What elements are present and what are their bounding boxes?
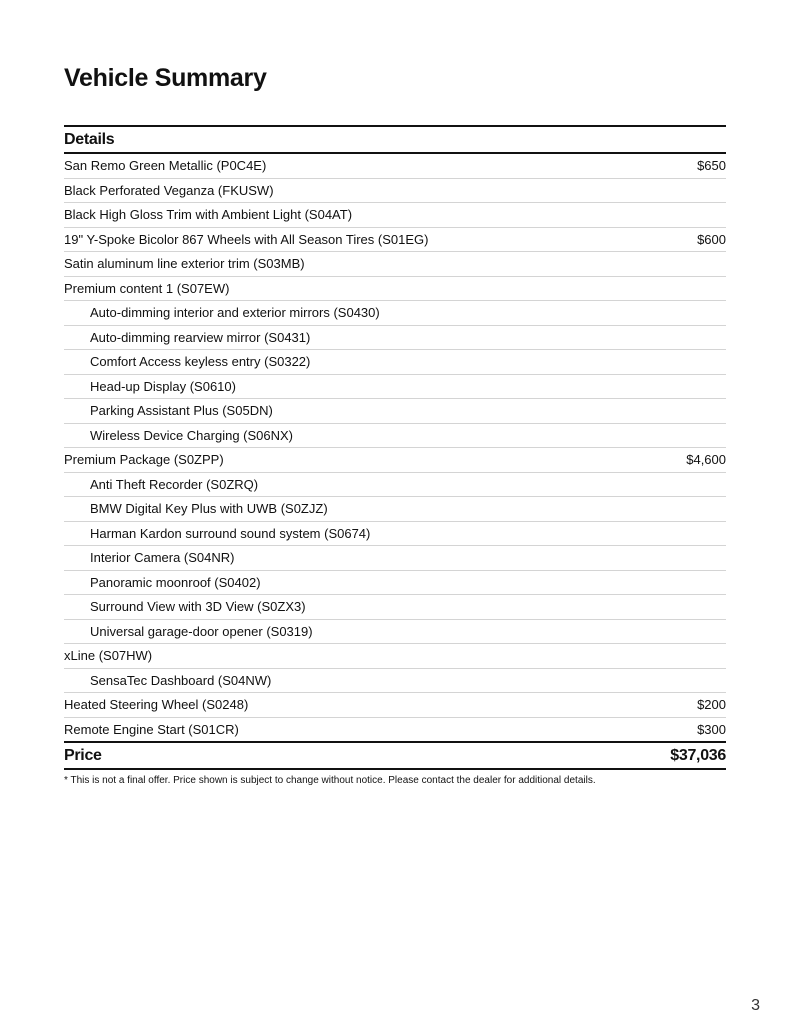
- detail-row: [64, 154, 726, 179]
- price-total: $37,036: [670, 746, 726, 764]
- detail-label: Anti Theft Recorder (S0ZRQ): [90, 476, 259, 492]
- page-number: 3: [751, 997, 760, 1014]
- detail-row: [64, 203, 726, 228]
- detail-row: [64, 693, 726, 718]
- detail-sub-row: [64, 424, 726, 449]
- detail-row: [64, 718, 726, 743]
- detail-row: [64, 448, 726, 473]
- detail-label: Surround View with 3D View (S0ZX3): [90, 599, 306, 615]
- price-row: [64, 741, 726, 770]
- detail-sub-row: [64, 571, 726, 596]
- detail-price: $600: [697, 231, 726, 247]
- detail-label: Interior Camera (S04NR): [90, 550, 235, 566]
- detail-label: 19" Y-Spoke Bicolor 867 Wheels with All Season Tires (S01EG): [64, 231, 429, 247]
- detail-label: Head-up Display (S0610): [90, 378, 236, 394]
- detail-sub-row: [64, 301, 726, 326]
- detail-label: Black High Gloss Trim with Ambient Light (S04AT): [64, 207, 353, 223]
- detail-label: Parking Assistant Plus (S05DN): [90, 403, 273, 419]
- details-header: Details: [64, 125, 726, 154]
- detail-label: Satin aluminum line exterior trim (S03MB): [64, 256, 305, 272]
- detail-sub-row: [64, 669, 726, 694]
- detail-label: BMW Digital Key Plus with UWB (S0ZJZ): [90, 501, 328, 517]
- detail-sub-row: [64, 497, 726, 522]
- detail-row: [64, 644, 726, 669]
- detail-label: Black Perforated Veganza (FKUSW): [64, 182, 274, 198]
- detail-label: Premium content 1 (S07EW): [64, 280, 230, 296]
- detail-label: Harman Kardon surround sound system (S0674): [90, 525, 371, 541]
- detail-sub-row: [64, 473, 726, 498]
- detail-label: Universal garage-door opener (S0319): [90, 623, 313, 639]
- detail-label: Remote Engine Start (S01CR): [64, 721, 239, 737]
- detail-label: Premium Package (S0ZPP): [64, 452, 224, 468]
- detail-sub-row: [64, 326, 726, 351]
- detail-sub-row: [64, 546, 726, 571]
- detail-row: [64, 277, 726, 302]
- detail-price: $650: [697, 158, 726, 174]
- details-list: [64, 154, 726, 742]
- page-title: Vehicle Summary: [64, 64, 267, 92]
- detail-label: xLine (S07HW): [64, 648, 153, 664]
- detail-sub-row: [64, 522, 726, 547]
- detail-sub-row: [64, 595, 726, 620]
- detail-label: San Remo Green Metallic (P0C4E): [64, 158, 267, 174]
- detail-sub-row: [64, 620, 726, 645]
- detail-label: Heated Steering Wheel (S0248): [64, 697, 249, 713]
- disclaimer: * This is not a final offer. Price shown is subject to change without notice. Please contact the dealer for additional details.: [64, 775, 596, 786]
- detail-sub-row: [64, 375, 726, 400]
- detail-label: Panoramic moonroof (S0402): [90, 574, 261, 590]
- detail-price: $300: [697, 721, 726, 737]
- detail-sub-row: [64, 399, 726, 424]
- detail-row: [64, 252, 726, 277]
- detail-sub-row: [64, 350, 726, 375]
- detail-price: $200: [697, 697, 726, 713]
- detail-label: Auto-dimming rearview mirror (S0431): [90, 329, 311, 345]
- detail-label: Wireless Device Charging (S06NX): [90, 427, 294, 443]
- detail-row: [64, 228, 726, 253]
- price-label: Price: [64, 746, 102, 764]
- detail-row: [64, 179, 726, 204]
- detail-label: Comfort Access keyless entry (S0322): [90, 354, 311, 370]
- detail-label: Auto-dimming interior and exterior mirrors (S0430): [90, 305, 380, 321]
- detail-price: $4,600: [686, 452, 726, 468]
- detail-label: SensaTec Dashboard (S04NW): [90, 672, 272, 688]
- vehicle-summary-table: [64, 125, 726, 786]
